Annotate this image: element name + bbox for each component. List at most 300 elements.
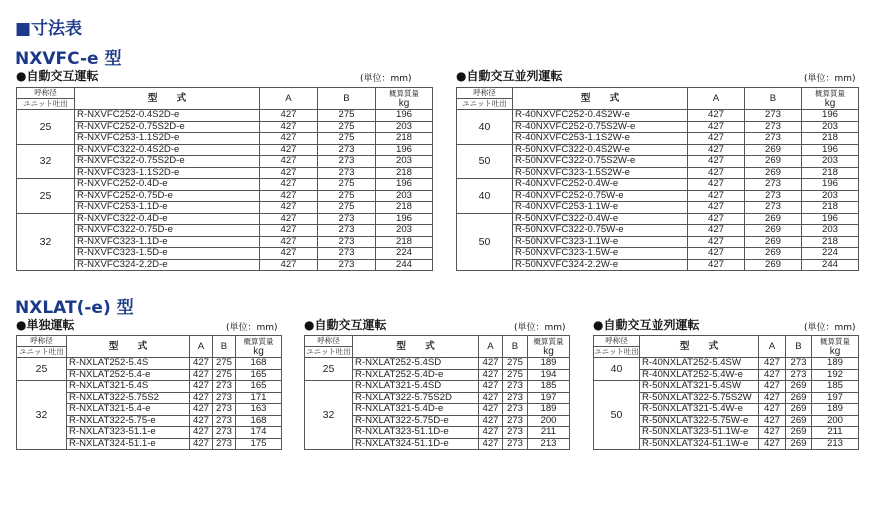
header-mass-unit: kg [398,97,410,109]
mass-cell: 165 [236,369,282,381]
unit-label: (単位：mm) [804,74,856,84]
dim-b-cell: 273 [745,121,802,133]
nominal-size-cell: 32 [305,381,353,450]
mass-cell: 197 [528,392,570,404]
dim-a-cell: 427 [759,369,786,381]
table-row [457,156,859,168]
row-group [17,358,282,381]
dim-b-cell: 273 [318,248,376,260]
header-mass-top: 概算質量 [389,88,419,98]
dim-a-cell: 427 [688,156,745,168]
dim-b-cell: 273 [318,167,376,179]
mass-cell: 192 [812,369,859,381]
table-row [457,202,859,214]
dim-b-cell: 275 [213,369,236,381]
dim-b-cell: 275 [318,179,376,191]
table-row [17,156,433,168]
dim-b-cell: 269 [786,392,812,404]
table-row [17,144,433,156]
table-row [305,358,570,370]
dim-a-cell: 427 [260,156,318,168]
mass-cell: 197 [812,392,859,404]
dim-a-cell: 427 [260,259,318,271]
dim-a-cell: 427 [260,213,318,225]
model-cell: R-NXVFC252-0.4S2D-e [75,110,260,122]
nominal-size-cell: 50 [457,144,513,179]
dim-b-cell: 273 [786,369,812,381]
header-b: B [786,336,812,358]
mass-cell: 185 [528,381,570,393]
mass-cell: 200 [812,415,859,427]
table-row [457,167,859,179]
model-cell: R-NXVFC323-1.1S2D-e [75,167,260,179]
header-model: 型 式 [75,88,260,110]
unit-label: (単位：mm) [226,323,278,333]
mass-cell: 211 [812,427,859,439]
spec-table-nxlat-alt [304,335,570,450]
dim-a-cell: 427 [688,179,745,191]
table-row [17,225,433,237]
mass-cell: 196 [376,213,433,225]
mass-cell: 168 [236,358,282,370]
dim-b-cell: 275 [318,190,376,202]
header-nominal-bottom: ユニット吐出 [23,99,68,108]
dim-b-cell: 275 [318,110,376,122]
nominal-size-cell: 32 [17,381,67,450]
row-group [17,213,433,271]
model-cell: R-50NXLAT321-5.4SW [640,381,759,393]
model-cell: R-NXLAT322-5.75-e [67,415,190,427]
model-cell: R-40NXLAT252-5.4SW [640,358,759,370]
dim-a-cell: 427 [190,392,213,404]
dim-b-cell: 273 [318,259,376,271]
header-row [305,336,570,358]
dim-a-cell: 427 [759,415,786,427]
mass-cell: 218 [376,133,433,145]
dim-a-cell: 427 [260,121,318,133]
header-b: B [745,88,802,110]
table-row [457,110,859,122]
header-mass-unit: kg [543,345,554,357]
dim-b-cell: 273 [213,415,236,427]
table-row [17,121,433,133]
dim-a-cell: 427 [759,381,786,393]
mass-cell: 218 [802,236,859,248]
table-row [17,248,433,260]
dim-a-cell: 427 [479,415,503,427]
model-cell: R-NXVFC253-1.1D-e [75,202,260,214]
header-b: B [503,336,528,358]
nominal-size-cell: 25 [305,358,353,381]
dim-a-cell: 427 [688,213,745,225]
dim-a-cell: 427 [479,427,503,439]
dim-b-cell: 273 [745,133,802,145]
model-cell: R-NXLAT321-5.4D-e [353,404,479,416]
model-cell: R-50NXVFC322-0.4S2W-e [513,144,688,156]
model-cell: R-NXVFC322-0.4S2D-e [75,144,260,156]
model-cell: R-50NXVFC322-0.75W-e [513,225,688,237]
model-cell: R-NXVFC252-0.75D-e [75,190,260,202]
table-row [457,121,859,133]
row-group [17,179,433,214]
header-nominal-top: 呼称径 [17,336,66,347]
mass-cell: 218 [802,167,859,179]
nominal-size-cell: 25 [17,358,67,381]
dim-a-cell: 427 [759,404,786,416]
model-cell: R-NXLAT324-51.1D-e [353,438,479,450]
nominal-size-cell: 40 [457,179,513,214]
dim-a-cell: 427 [688,236,745,248]
mass-cell: 203 [802,225,859,237]
header-model: 型 式 [353,336,479,358]
dim-b-cell: 273 [318,236,376,248]
mass-cell: 213 [812,438,859,450]
spec-table-nxvfc-parallel [456,87,859,271]
mass-cell: 218 [376,202,433,214]
dim-b-cell: 275 [213,358,236,370]
dim-a-cell: 427 [759,358,786,370]
model-cell: R-50NXLAT322-5.75S2W [640,392,759,404]
model-cell: R-NXVFC323-1.5D-e [75,248,260,260]
header-a: A [688,88,745,110]
model-cell: R-50NXLAT324-51.1W-e [640,438,759,450]
mass-cell: 203 [376,156,433,168]
header-a: A [190,336,213,358]
model-cell: R-NXVFC324-2.2D-e [75,259,260,271]
table-row [17,381,282,393]
dim-b-cell: 273 [503,404,528,416]
header-a: A [260,88,318,110]
mass-cell: 244 [802,259,859,271]
model-cell: R-50NXLAT323-51.1W-e [640,427,759,439]
model-cell: R-NXLAT252-5.4-e [67,369,190,381]
dim-a-cell: 427 [190,404,213,416]
table-row [457,213,859,225]
unit-label: (単位：mm) [514,323,566,333]
model-cell: R-NXLAT322-5.75S2 [67,392,190,404]
dim-b-cell: 273 [503,415,528,427]
table-row [305,381,570,393]
model-cell: R-NXLAT252-5.4D-e [353,369,479,381]
header-mass [376,88,433,110]
dim-a-cell: 427 [190,369,213,381]
table-row [17,259,433,271]
dim-b-cell: 275 [318,121,376,133]
dim-a-cell: 427 [688,225,745,237]
table-row [457,225,859,237]
table-row [457,190,859,202]
model-cell: R-NXVFC322-0.75D-e [75,225,260,237]
mass-cell: 203 [376,190,433,202]
row-group [594,358,859,381]
mass-cell: 203 [376,225,433,237]
dim-a-cell: 427 [688,248,745,260]
dim-a-cell: 427 [260,110,318,122]
table-row [17,179,433,191]
row-group [457,179,859,214]
table-title: ●自動交互並列運転 [456,69,563,83]
header-mass-top: 概算質量 [815,88,845,98]
model-cell: R-40NXVFC252-0.75S2W-e [513,121,688,133]
row-group [17,110,433,145]
mass-cell: 168 [236,415,282,427]
table-row [457,133,859,145]
model-cell: R-NXLAT321-5.4S [67,381,190,393]
header-b: B [213,336,236,358]
mass-cell: 211 [528,427,570,439]
header-nominal-top: 呼称径 [17,88,74,99]
dim-a-cell: 427 [688,144,745,156]
nominal-size-cell: 40 [594,358,640,381]
header-nominal-size [17,88,75,110]
header-nominal-bottom: ユニット吐出 [462,99,507,108]
header-mass-top: 概算質量 [820,336,850,346]
dim-a-cell: 427 [260,190,318,202]
header-row [457,88,859,110]
dim-a-cell: 427 [688,110,745,122]
mass-cell: 189 [528,404,570,416]
mass-cell: 218 [802,133,859,145]
header-model: 型 式 [67,336,190,358]
dim-b-cell: 269 [786,415,812,427]
dim-a-cell: 427 [688,190,745,202]
dim-b-cell: 269 [786,404,812,416]
model-cell: R-NXLAT323-51.1-e [67,427,190,439]
row-group [17,144,433,179]
nominal-size-cell: 32 [17,213,75,271]
model-cell: R-NXVFC252-0.4D-e [75,179,260,191]
mass-cell: 218 [376,167,433,179]
model-cell: R-NXVFC322-0.75S2D-e [75,156,260,168]
dim-b-cell: 269 [745,225,802,237]
dim-b-cell: 275 [318,133,376,145]
dim-b-cell: 273 [503,427,528,439]
dim-a-cell: 427 [260,179,318,191]
model-cell: R-50NXVFC322-0.4W-e [513,213,688,225]
table-row [457,259,859,271]
mass-cell: 203 [802,121,859,133]
unit-label: (単位：mm) [360,74,412,84]
mass-cell: 175 [236,438,282,450]
header-a: A [759,336,786,358]
header-mass [812,336,859,358]
header-mass [528,336,570,358]
mass-cell: 224 [802,248,859,260]
header-nominal-bottom: ユニット吐出 [306,347,351,356]
header-nominal-bottom: ユニット吐出 [19,347,64,356]
model-cell: R-NXVFC322-0.4D-e [75,213,260,225]
mass-cell: 218 [802,202,859,214]
mass-cell: 196 [802,144,859,156]
dim-a-cell: 427 [190,438,213,450]
mass-cell: 174 [236,427,282,439]
dim-a-cell: 427 [190,381,213,393]
dim-b-cell: 273 [503,438,528,450]
dim-b-cell: 275 [318,202,376,214]
model-cell: R-50NXVFC323-1.5W-e [513,248,688,260]
table-row [457,236,859,248]
header-nominal-top: 呼称径 [594,336,639,347]
table-title: ●自動交互運転 [304,318,387,332]
header-row [17,336,282,358]
mass-cell: 196 [802,213,859,225]
header-nominal-size [305,336,353,358]
row-group [457,110,859,145]
model-cell: R-50NXVFC324-2.2W-e [513,259,688,271]
header-nominal-size [457,88,513,110]
row-group [457,213,859,271]
mass-cell: 189 [812,358,859,370]
dim-b-cell: 273 [503,392,528,404]
nominal-size-cell: 25 [17,179,75,214]
table-row [457,248,859,260]
model-cell: R-NXLAT322-5.75S2D [353,392,479,404]
dim-b-cell: 275 [503,358,528,370]
model-cell: R-40NXVFC252-0.4S2W-e [513,110,688,122]
mass-cell: 213 [528,438,570,450]
dim-b-cell: 269 [745,259,802,271]
model-cell: R-NXLAT321-5.4SD [353,381,479,393]
model-cell: R-40NXLAT252-5.4W-e [640,369,759,381]
model-cell: R-50NXLAT321-5.4W-e [640,404,759,416]
header-mass-unit: kg [824,97,836,109]
mass-cell: 224 [376,248,433,260]
model-cell: R-40NXVFC252-0.4W-e [513,179,688,191]
dim-a-cell: 427 [759,438,786,450]
mass-cell: 189 [812,404,859,416]
dim-b-cell: 269 [745,167,802,179]
dim-a-cell: 427 [260,248,318,260]
model-cell: R-50NXVFC323-1.5S2W-e [513,167,688,179]
mass-cell: 203 [802,190,859,202]
unit-label: (単位：mm) [804,323,856,333]
row-group [305,381,570,450]
dim-a-cell: 427 [190,427,213,439]
mass-cell: 196 [802,110,859,122]
dim-a-cell: 427 [260,144,318,156]
dim-b-cell: 273 [213,404,236,416]
dim-b-cell: 273 [213,438,236,450]
model-cell: R-NXLAT324-51.1-e [67,438,190,450]
header-nominal-size [17,336,67,358]
dim-b-cell: 273 [786,358,812,370]
dim-b-cell: 269 [745,213,802,225]
model-cell: R-50NXLAT322-5.75W-e [640,415,759,427]
row-group [17,381,282,450]
dim-b-cell: 269 [745,236,802,248]
spec-table-nxlat-parallel [593,335,859,450]
dim-a-cell: 427 [688,202,745,214]
header-mass [236,336,282,358]
dim-b-cell: 269 [745,144,802,156]
table-title: ●自動交互運転 [16,69,99,83]
mass-cell: 196 [376,144,433,156]
model-cell: R-NXLAT252-5.4S [67,358,190,370]
table-row [17,190,433,202]
dim-a-cell: 427 [479,358,503,370]
dim-b-cell: 269 [786,438,812,450]
dim-a-cell: 427 [260,225,318,237]
dim-b-cell: 273 [318,144,376,156]
dim-a-cell: 427 [759,427,786,439]
header-nominal-top: 呼称径 [457,88,512,99]
nominal-size-cell: 50 [594,381,640,450]
dim-b-cell: 269 [745,156,802,168]
dim-a-cell: 427 [260,236,318,248]
row-group [594,381,859,450]
mass-cell: 171 [236,392,282,404]
section-title-nxvfc: NXVFC-e 型 [15,49,122,69]
header-mass-top: 概算質量 [533,336,564,346]
model-cell: R-50NXVFC323-1.1W-e [513,236,688,248]
dim-a-cell: 427 [190,358,213,370]
model-cell: R-NXLAT252-5.4SD [353,358,479,370]
dim-b-cell: 269 [786,427,812,439]
model-cell: R-40NXVFC252-0.75W-e [513,190,688,202]
table-row [17,110,433,122]
model-cell: R-NXLAT321-5.4-e [67,404,190,416]
dim-a-cell: 427 [759,392,786,404]
dim-a-cell: 427 [479,438,503,450]
mass-cell: 163 [236,404,282,416]
header-mass-top: 概算質量 [243,336,274,346]
dim-b-cell: 275 [503,369,528,381]
table-title: ●自動交互並列運転 [593,318,700,332]
dim-b-cell: 273 [213,381,236,393]
dim-b-cell: 273 [213,392,236,404]
section-title-nxlat: NXLAT(-e) 型 [15,298,134,318]
spec-table-nxlat-single [16,335,282,450]
header-model: 型 式 [640,336,759,358]
table-row [457,179,859,191]
dim-b-cell: 273 [318,213,376,225]
mass-cell: 203 [376,121,433,133]
mass-cell: 194 [528,369,570,381]
dim-b-cell: 269 [745,248,802,260]
row-group [457,144,859,179]
model-cell: R-NXLAT322-5.75D-e [353,415,479,427]
dim-a-cell: 427 [479,392,503,404]
header-row [594,336,859,358]
table-title: ●単独運転 [16,318,75,332]
mass-cell: 196 [802,179,859,191]
header-model: 型 式 [513,88,688,110]
nominal-size-cell: 32 [17,144,75,179]
mass-cell: 196 [376,179,433,191]
dim-b-cell: 273 [745,202,802,214]
header-nominal-bottom: ユニット吐出 [594,347,639,356]
header-a: A [479,336,503,358]
header-mass-unit: kg [253,345,264,357]
header-mass [802,88,859,110]
dim-b-cell: 273 [318,156,376,168]
dim-b-cell: 269 [786,381,812,393]
dim-a-cell: 427 [688,259,745,271]
dim-a-cell: 427 [479,369,503,381]
dim-b-cell: 273 [213,427,236,439]
header-row [17,88,433,110]
model-cell: R-NXVFC252-0.75S2D-e [75,121,260,133]
spec-table-nxvfc-alt [16,87,433,271]
nominal-size-cell: 25 [17,110,75,145]
dim-a-cell: 427 [260,202,318,214]
row-group [305,358,570,381]
model-cell: R-50NXVFC322-0.75S2W-e [513,156,688,168]
nominal-size-cell: 40 [457,110,513,145]
dim-b-cell: 273 [745,179,802,191]
mass-cell: 203 [802,156,859,168]
table-row [457,144,859,156]
